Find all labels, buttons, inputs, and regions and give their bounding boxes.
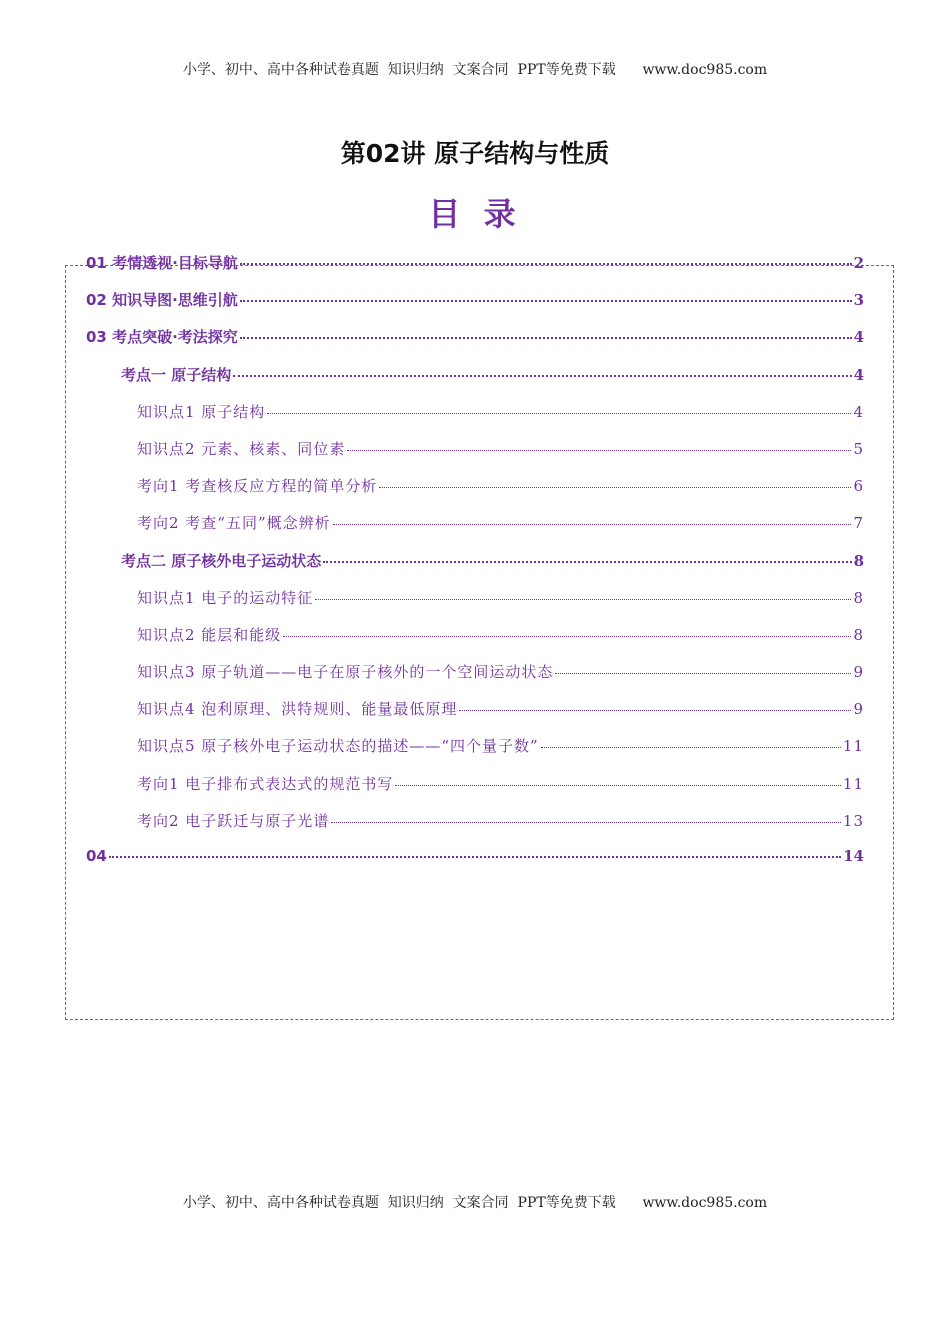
toc-leader [240, 337, 852, 339]
toc-entry-page: 2 [853, 254, 864, 272]
toc-entry-label: 知识点5 原子核外电子运动状态的描述——“四个量子数” [137, 737, 539, 756]
toc-entry[interactable] [86, 661, 864, 698]
toc-entry[interactable] [86, 624, 864, 661]
toc-leader [331, 822, 841, 823]
toc-leader [283, 636, 851, 637]
toc-entry-label: 考向2 考查“五同”概念辨析 [137, 514, 331, 533]
page-header: 小学、初中、高中各种试卷真题 知识归纳 文案合同 PPT等免费下载 www.doc985.com [182, 62, 768, 78]
toc-entry[interactable] [86, 810, 864, 847]
toc-entry[interactable] [86, 512, 864, 549]
toc-entry[interactable] [86, 438, 864, 475]
toc-entry[interactable] [86, 401, 864, 438]
toc-leader [109, 856, 841, 858]
toc-leader [555, 673, 851, 674]
toc-entry-label: 考点一 原子结构 [121, 365, 232, 384]
toc-entry-page: 11 [842, 737, 864, 756]
toc-entry-page: 8 [853, 588, 864, 607]
page-footer: 小学、初中、高中各种试卷真题 知识归纳 文案合同 PPT等免费下载 www.doc985.com [182, 1195, 768, 1211]
toc-entry-label: 01 考情透视·目标导航 [86, 254, 238, 272]
lecture-title: 第02讲 原子结构与性质 [340, 139, 610, 168]
toc-entry-label: 知识点1 原子结构 [137, 402, 266, 421]
toc-entry-label: 03 考点突破·考法探究 [86, 328, 238, 347]
toc-entry-label: 知识点4 泡利原理、洪特规则、能量最低原理 [137, 700, 458, 719]
toc-heading: 目 录 [428, 195, 522, 233]
toc-entry[interactable] [86, 326, 864, 363]
toc-entry-label: 考向2 电子跃迁与原子光谱 [137, 811, 330, 830]
toc-entry-label: 知识点3 原子轨道——电子在原子核外的一个空间运动状态 [137, 663, 554, 682]
toc-entry[interactable] [86, 252, 864, 289]
toc-entry[interactable] [86, 773, 864, 810]
toc-leader [541, 747, 841, 748]
toc-entry-page: 9 [853, 663, 864, 682]
toc-entry-page: 8 [853, 625, 864, 644]
toc-entry-page: 13 [842, 811, 864, 830]
toc-entry-page: 5 [853, 439, 864, 458]
toc-entry-label: 考点二 原子核外电子运动状态 [121, 551, 322, 570]
toc-entry-page: 4 [853, 328, 864, 347]
toc-leader [315, 599, 851, 600]
toc-entry[interactable] [86, 289, 864, 326]
table-of-contents [86, 252, 864, 884]
toc-entry[interactable] [86, 550, 864, 587]
toc-leader [240, 300, 852, 302]
toc-entry[interactable] [86, 587, 864, 624]
toc-entry-page: 6 [853, 477, 864, 496]
toc-entry[interactable] [86, 475, 864, 512]
toc-entry-page: 8 [853, 551, 864, 570]
toc-leader [267, 413, 851, 414]
toc-entry-page: 11 [842, 774, 864, 793]
toc-leader [395, 785, 841, 786]
toc-leader [347, 450, 851, 451]
toc-entry-page: 7 [853, 514, 864, 533]
toc-entry-label: 知识点2 元素、核素、同位素 [137, 439, 346, 458]
toc-entry-page: 3 [853, 291, 864, 310]
toc-entry-label: 02 知识导图·思维引航 [86, 291, 238, 310]
toc-entry-label: 考向1 电子排布式表达式的规范书写 [137, 774, 394, 793]
toc-entry-page: 4 [853, 402, 864, 421]
toc-entry[interactable] [86, 364, 864, 401]
toc-entry-label: 04 [86, 847, 107, 865]
toc-entry-page: 9 [853, 700, 864, 719]
toc-entry[interactable] [86, 735, 864, 772]
toc-leader [459, 710, 851, 711]
toc-leader [233, 375, 851, 377]
toc-entry-page: 4 [853, 365, 864, 384]
toc-leader [379, 487, 851, 488]
toc-leader [323, 561, 851, 563]
toc-entry-page: 14 [843, 847, 864, 865]
toc-leader [240, 263, 852, 265]
toc-entry-label: 知识点2 能层和能级 [137, 625, 282, 644]
toc-entry[interactable] [86, 847, 864, 884]
toc-leader [333, 524, 852, 525]
toc-entry-label: 考向1 考查核反应方程的简单分析 [137, 477, 378, 496]
toc-entry-label: 知识点1 电子的运动特征 [137, 588, 314, 607]
toc-entry[interactable] [86, 698, 864, 735]
